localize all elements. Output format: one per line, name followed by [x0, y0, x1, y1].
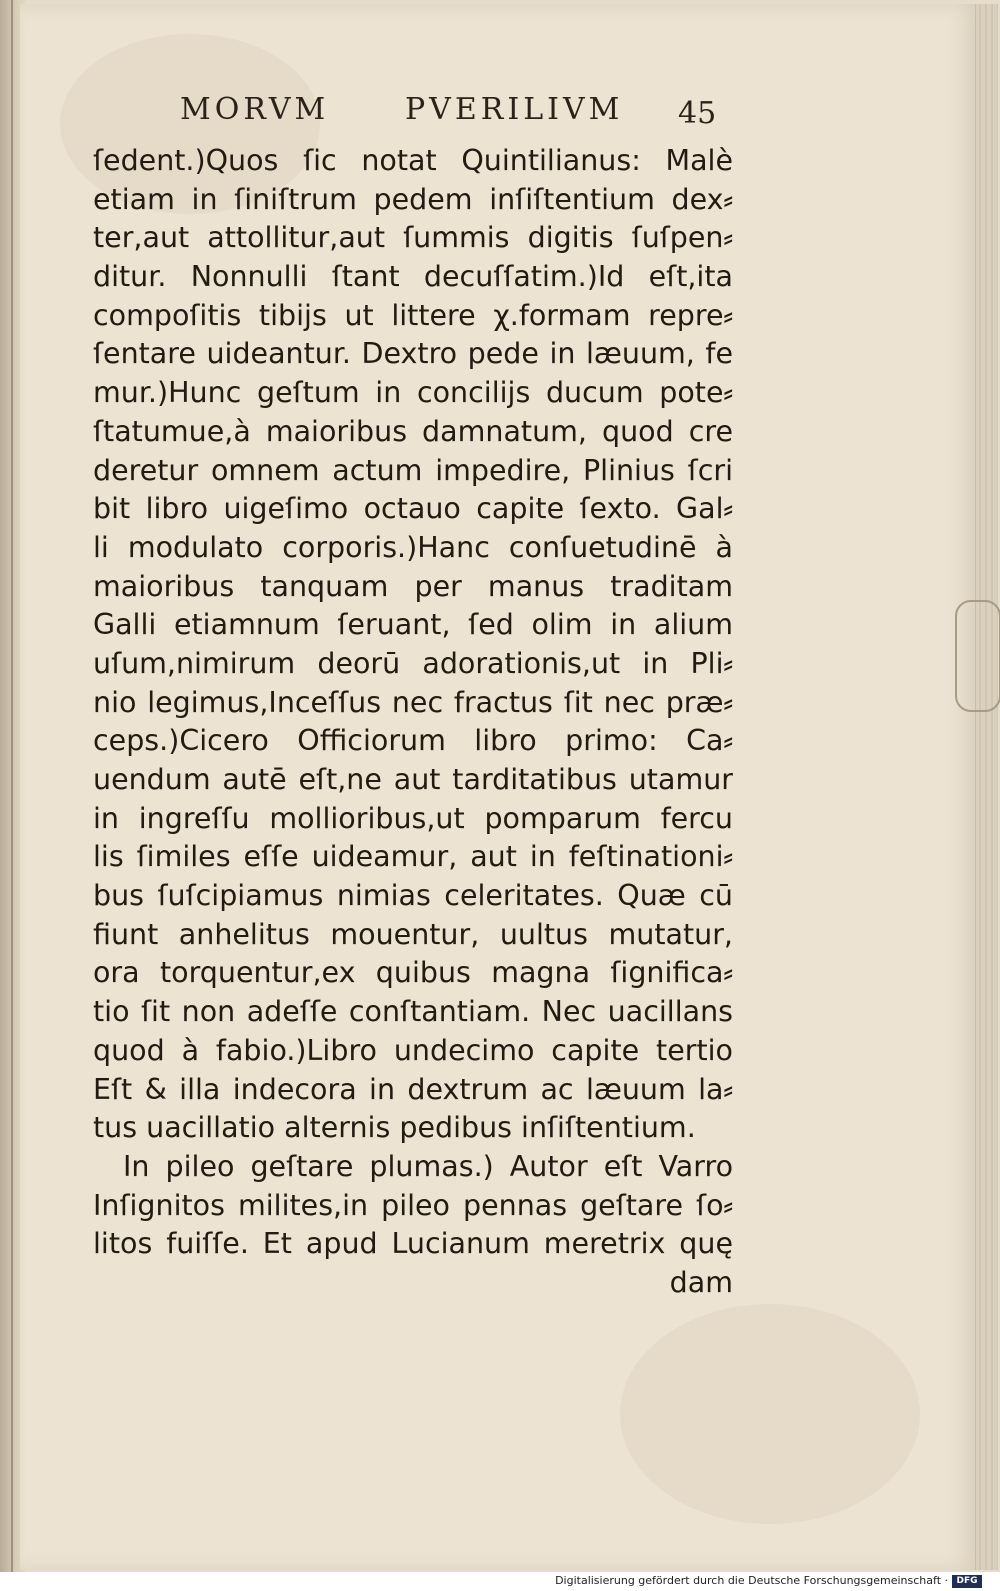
clasp-loop [955, 600, 1000, 712]
text-line: lis ſimiles eſſe uideamur, aut in feſtinationi⸗ [93, 840, 733, 874]
funding-credit: Digitalisierung gefördert durch die Deutsche Forschungsgemeinschaft · [555, 1574, 948, 1587]
folio-number: 45 [678, 96, 717, 131]
text-line: quod à fabio.)Libro undecimo capite tertio [93, 1033, 733, 1067]
text-line: Eſt & illa indecora in dextrum ac læuum la⸗ [93, 1072, 733, 1106]
text-line: deretur omnem actum impedire, Plinius ſcri [93, 453, 733, 487]
text-line: Galli etiamnum ſeruant, ſed olim in alium [93, 608, 733, 642]
text-line: bus ſuſcipiamus nimias celeritates. Quæ cū [93, 879, 733, 913]
text-line: ceps.)Cicero Officiorum libro primo: Ca⸗ [93, 724, 733, 758]
running-head-right: PVERILIVM [405, 92, 624, 127]
text-line: Inſignitos milites,in pileo pennas geſtare ſo⸗ [93, 1188, 733, 1222]
text-line: tus uacillatio alternis pedibus inſiſtentium. [93, 1111, 696, 1145]
text-line: compoſitis tibijs ut littere χ.formam repre⸗ [93, 298, 733, 332]
text-line: ter,aut attollitur,aut ſummis digitis ſuſpen⸗ [93, 221, 733, 255]
text-line: uſum,nimirum deorū adorationis,ut in Pli⸗ [93, 646, 733, 680]
paper-stain [620, 1304, 920, 1524]
main-text-block [93, 142, 733, 1303]
digitization-footer [0, 1572, 1000, 1591]
catchword: dam [669, 1265, 733, 1299]
text-line: li modulato corporis.)Hanc conſuetudinē à [93, 530, 733, 564]
text-line: ora torquentur,ex quibus magna ſignifica⸗ [93, 956, 733, 990]
text-line: ſentare uideantur. Dextro pede in læuum, fe [93, 337, 733, 371]
paragraph-first-line: In pileo geſtare plumas.) Autor eſt Varro [123, 1149, 733, 1183]
running-header [180, 92, 740, 142]
running-head-left: MORVM [180, 92, 330, 127]
text-line: bit libro uigeſimo octauo capite ſexto. Gal⸗ [93, 492, 733, 526]
text-line: ſedent.)Quos ſic notat Quintilianus: Malè [93, 144, 733, 177]
text-line: tio ſit non adeſſe conſtantiam. Nec uacillans [93, 995, 733, 1029]
text-line: fiunt anhelitus mouentur, uultus mutatur, [93, 917, 733, 951]
text-line: litos fuiſſe. Et apud Lucianum meretrix quę [93, 1227, 733, 1261]
text-line: maioribus tanquam per manus traditam [93, 569, 733, 603]
text-line: uendum autē eſt,ne aut tarditatibus utamur [93, 763, 733, 796]
text-line: nio legimus,Inceſſus nec fractus ſit nec præ⸗ [93, 685, 733, 719]
text-line: ditur. Nonnulli ſtant decuſſatim.)Id eſt,ita [93, 260, 733, 294]
dfg-logo-icon: DFG [952, 1575, 982, 1588]
text-line: mur.)Hunc geſtum in concilijs ducum pote⸗ [93, 376, 733, 410]
text-line: in ingreſſu mollioribus,ut pomparum fercu [93, 801, 733, 835]
text-line: etiam in ſiniſtrum pedem inſiſtentium dex⸗ [93, 182, 733, 216]
gutter-line [11, 0, 13, 1572]
text-line: ſtatumue,à maioribus damnatum, quod cre [93, 414, 733, 448]
